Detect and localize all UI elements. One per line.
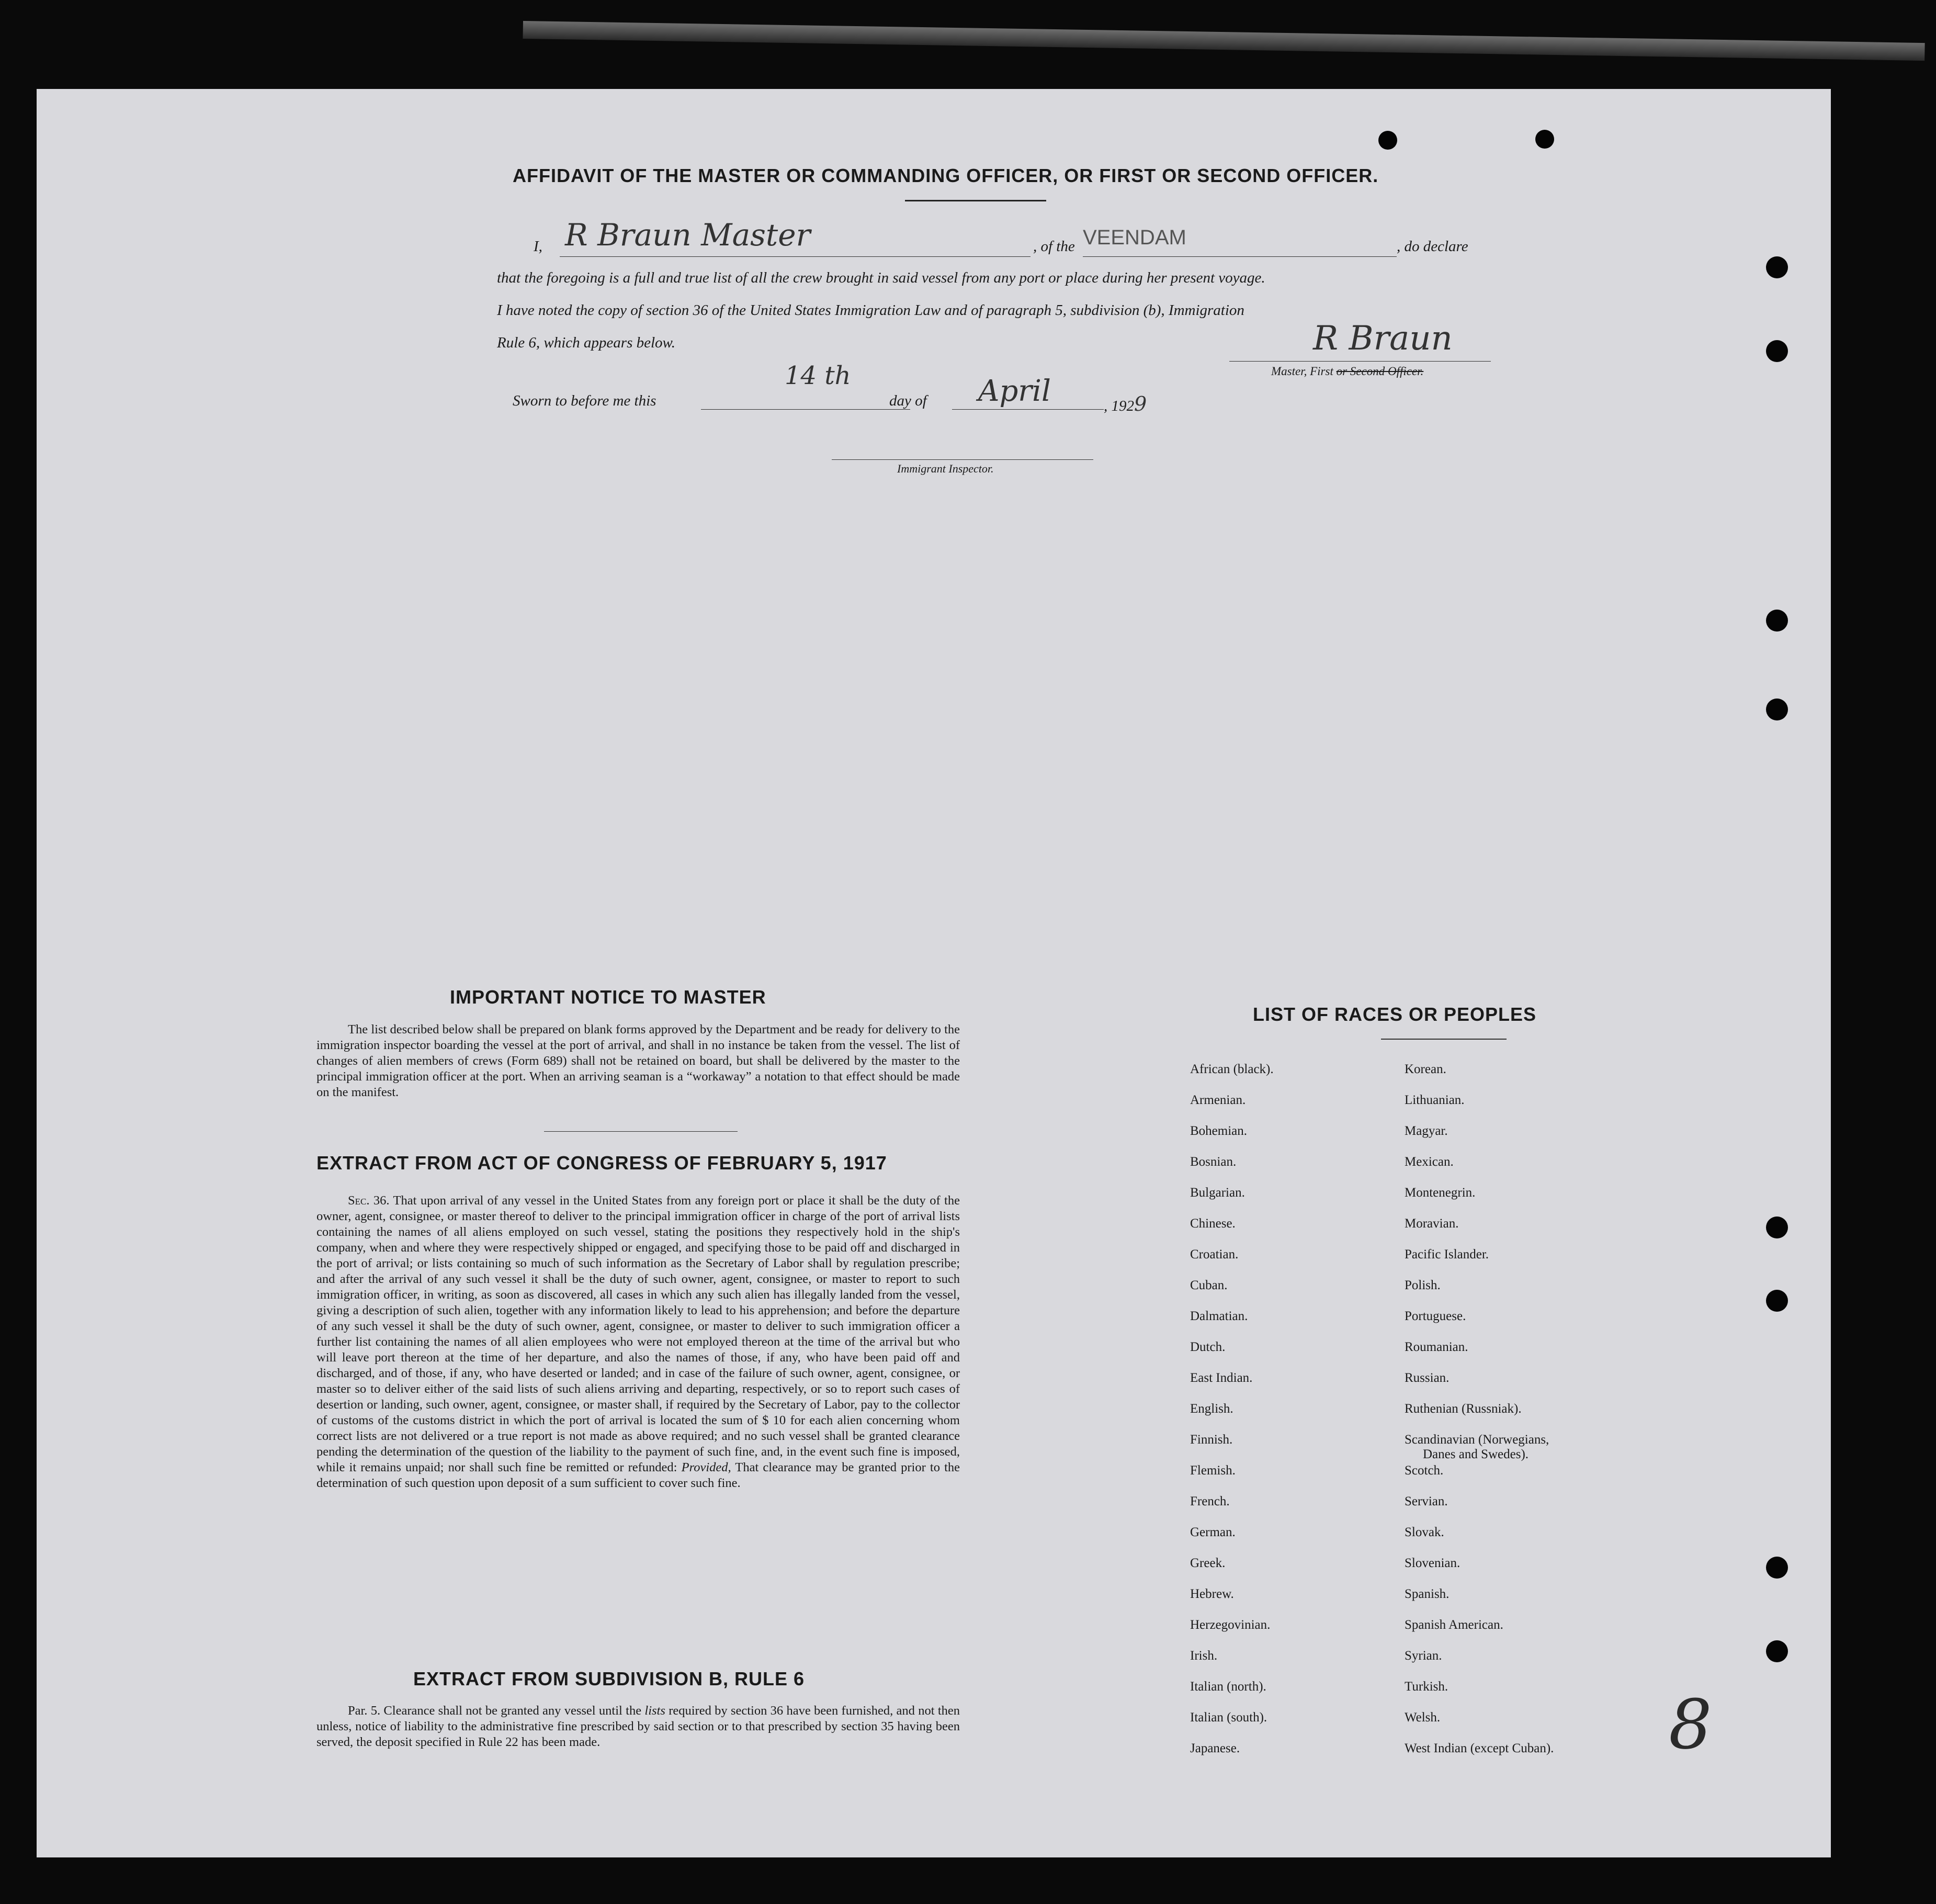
race-item-continuation: Danes and Swedes). [1423, 1447, 1529, 1461]
races-title: LIST OF RACES OR PEOPLES [1253, 1004, 1537, 1025]
signature-caption-b: or Second Officer. [1336, 365, 1424, 378]
race-item: Servian. [1405, 1494, 1448, 1508]
race-item: Lithuanian. [1405, 1093, 1465, 1107]
race-item: Turkish. [1405, 1680, 1448, 1694]
do-declare-text: , do declare [1397, 238, 1468, 255]
vessel-underline [1083, 256, 1397, 257]
race-item: Herzegovinian. [1190, 1618, 1271, 1632]
handwritten-master-name: R Braun Master [565, 217, 811, 253]
of-the-text: , of the [1033, 238, 1075, 255]
race-item: Moravian. [1405, 1216, 1459, 1231]
rule-text-a: Par. 5. Clearance shall not be granted any vessel until the [348, 1704, 642, 1718]
ink-blot [1378, 131, 1397, 150]
race-item: Greek. [1190, 1556, 1226, 1570]
sworn-year-prefix: , 192 [1104, 398, 1134, 414]
sworn-month: April [978, 374, 1051, 408]
notice-text: The list described below shall be prepared on blank forms approved by the Department and be ready for delivery to the immigration inspector boarding the vessel at the port of arrival, and shall in no instance be taken from the vessel. The list of changes of alien members of crews (Form 689) shall not be retained on board, but shall be delivered by the master to the principal immigration officer at the port. When an arriving seaman is a “workaway” a notation to that effect should be made on the manifest. [316, 1022, 960, 1099]
rule-text-b: required by section 36 have been furnished, and not then unless, notice of liability to the administrative fine prescribed by said section or to that prescribed by section 35 having been served, the deposit specified in Rule 22 has been made. [316, 1704, 960, 1749]
race-item: Finnish. [1190, 1433, 1233, 1447]
section-body: That upon arrival of any vessel in the United States from any foreign port or place it shall be the duty of the owner, agent, consignee, or master thereof to deliver to the principal immigration officer in charge of the port of arrival lists containing the names of all aliens employed on such vessel, stating the positions they respectively hold in the ship's company, when and where they were respectively shipped or engaged, and specifying those to be paid off and discharged in the port of arrival; or lists containing so much of such information as the Secretary of Labor shall by regulation prescribe; and after the arrival of any such vessel it shall be the duty of such owner, agent, consignee, or master to report to such immigration officer, in writing, as soon as discovered, all cases in which any such alien has illegally landed from the vessel, giving a description of such alien, together with any information likely to lead to his apprehension; and before the departure of any such vessel it shall be the duty of such owner, agent, consignee, or master to deliver to such immigration officer a further list containing the names of all alien employees who were not employed thereon at the time of the arrival but who will leave port thereon at the time of her departure, and also the names of those, if any, who have been paid off and discharged, and of those, if any, who have deserted or landed; and in case of the failure of such owner, agent, consignee, or master so to deliver either of the said lists of such aliens arriving and departing, respectively, or so to report such cases of desertion or landing, such owner, agent, consignee, or master shall, if required by the Secretary of Labor, pay to the collector of customs of the customs district in which the port of arrival is located the sum of $ 10 for each alien concerning whom correct lists are not delivered or a true report is not made as above required; and no such vessel shall be granted clearance pending the determination of the question of the liability to the payment of such fine, and, in the event such fine is imposed, while it remains unpaid; nor shall such fine be remitted or refunded: [316, 1193, 960, 1474]
section-label: Sec. 36. [348, 1193, 390, 1208]
punch-hole [1766, 256, 1788, 278]
race-item: African (black). [1190, 1062, 1274, 1076]
race-item: Bulgarian. [1190, 1186, 1245, 1200]
race-item: German. [1190, 1525, 1236, 1539]
race-item: Russian. [1405, 1371, 1450, 1385]
race-item: Dutch. [1190, 1340, 1226, 1354]
notice-rule [544, 1131, 738, 1132]
film-edge-strip [523, 21, 1924, 61]
sworn-year-digit: 9 [1134, 392, 1147, 415]
punch-hole [1766, 340, 1788, 362]
race-item: Montenegrin. [1405, 1186, 1476, 1200]
proviso-text: That clearance may be granted prior to the determination of such question upon deposit of a sum sufficient to cover such fine. [316, 1460, 960, 1490]
sworn-day: 14 th [785, 361, 851, 390]
race-item: Cuban. [1190, 1278, 1228, 1292]
race-item: Korean. [1405, 1062, 1446, 1076]
name-underline [560, 256, 1031, 257]
race-item: Scotch. [1405, 1463, 1444, 1478]
race-item: Spanish American. [1405, 1618, 1503, 1632]
race-item: Roumanian. [1405, 1340, 1468, 1354]
vessel-name-stamp: VEENDAM [1083, 226, 1186, 249]
race-item: Flemish. [1190, 1463, 1236, 1478]
punch-hole [1766, 1640, 1788, 1662]
race-item: Irish. [1190, 1649, 1218, 1663]
race-item: West Indian (except Cuban). [1405, 1741, 1554, 1755]
inspector-caption: Immigrant Inspector. [897, 462, 994, 475]
race-item: Hebrew. [1190, 1587, 1234, 1601]
inspector-line [832, 459, 1093, 460]
race-item: Armenian. [1190, 1093, 1246, 1107]
race-item: Ruthenian (Russniak). [1405, 1402, 1522, 1416]
master-signature: R Braun [1313, 319, 1453, 358]
signature-caption [1271, 365, 1423, 378]
race-item: Polish. [1405, 1278, 1441, 1292]
race-item: Chinese. [1190, 1216, 1236, 1231]
race-item: French. [1190, 1494, 1230, 1508]
sworn-year [1104, 392, 1147, 415]
extract-act-text [316, 1193, 960, 1491]
margin-mark-8: 8 [1669, 1685, 1712, 1764]
race-item: East Indian. [1190, 1371, 1253, 1385]
affidavit-line4: Rule 6, which appears below. [497, 334, 675, 351]
ink-blot [1535, 130, 1554, 149]
signature-line [1229, 361, 1491, 362]
race-item: Pacific Islander. [1405, 1247, 1489, 1261]
race-item: Spanish. [1405, 1587, 1450, 1601]
punch-hole [1766, 698, 1788, 720]
race-item: Italian (north). [1190, 1680, 1266, 1694]
affidavit-line2: that the foregoing is a full and true list of all the crew brought in said vessel from any port or place during her present voyage. [497, 269, 1265, 286]
sworn-text: Sworn to before me this [513, 392, 656, 409]
extract-act-title: EXTRACT FROM ACT OF CONGRESS OF FEBRUARY 5, 1917 [316, 1152, 887, 1174]
race-item: English. [1190, 1402, 1233, 1416]
proviso-word: Provided, [681, 1460, 731, 1474]
punch-hole [1766, 1290, 1788, 1312]
punch-hole [1766, 1216, 1788, 1238]
race-item: Portuguese. [1405, 1309, 1466, 1323]
day-of-text: day of [889, 392, 927, 409]
affidavit-title-rule [905, 200, 1046, 201]
races-rule [1381, 1039, 1507, 1040]
race-item: Italian (south). [1190, 1710, 1267, 1725]
affidavit-title: AFFIDAVIT OF THE MASTER OR COMMANDING OFFICER, OR FIRST OR SECOND OFFICER. [513, 165, 1379, 186]
race-item: Welsh. [1405, 1710, 1441, 1725]
notice-title: IMPORTANT NOTICE TO MASTER [450, 986, 766, 1008]
punch-hole [1766, 610, 1788, 632]
signature-caption-a: Master, First [1271, 365, 1337, 378]
month-underline [952, 409, 1104, 410]
extract-rule-text [316, 1703, 960, 1750]
race-item: Bosnian. [1190, 1155, 1237, 1169]
day-underline [701, 409, 910, 410]
race-item: Bohemian. [1190, 1124, 1248, 1138]
affidavit-i: I, [534, 238, 542, 255]
race-item: Dalmatian. [1190, 1309, 1248, 1323]
race-item: Syrian. [1405, 1649, 1442, 1663]
race-item: Mexican. [1405, 1155, 1454, 1169]
rule-text-lists: lists [644, 1704, 665, 1718]
affidavit-line3: I have noted the copy of section 36 of the United States Immigration Law and of paragraph 5, subdivision (b), Immigration [497, 302, 1244, 319]
race-item: Croatian. [1190, 1247, 1239, 1261]
race-item: Slovenian. [1405, 1556, 1461, 1570]
race-item: Magyar. [1405, 1124, 1448, 1138]
race-item: Slovak. [1405, 1525, 1444, 1539]
extract-rule-title: EXTRACT FROM SUBDIVISION B, RULE 6 [413, 1668, 805, 1689]
punch-hole [1766, 1557, 1788, 1579]
document-page [37, 89, 1831, 1857]
race-item: Japanese. [1190, 1741, 1240, 1755]
race-item: Scandinavian (Norwegians, [1405, 1433, 1549, 1447]
